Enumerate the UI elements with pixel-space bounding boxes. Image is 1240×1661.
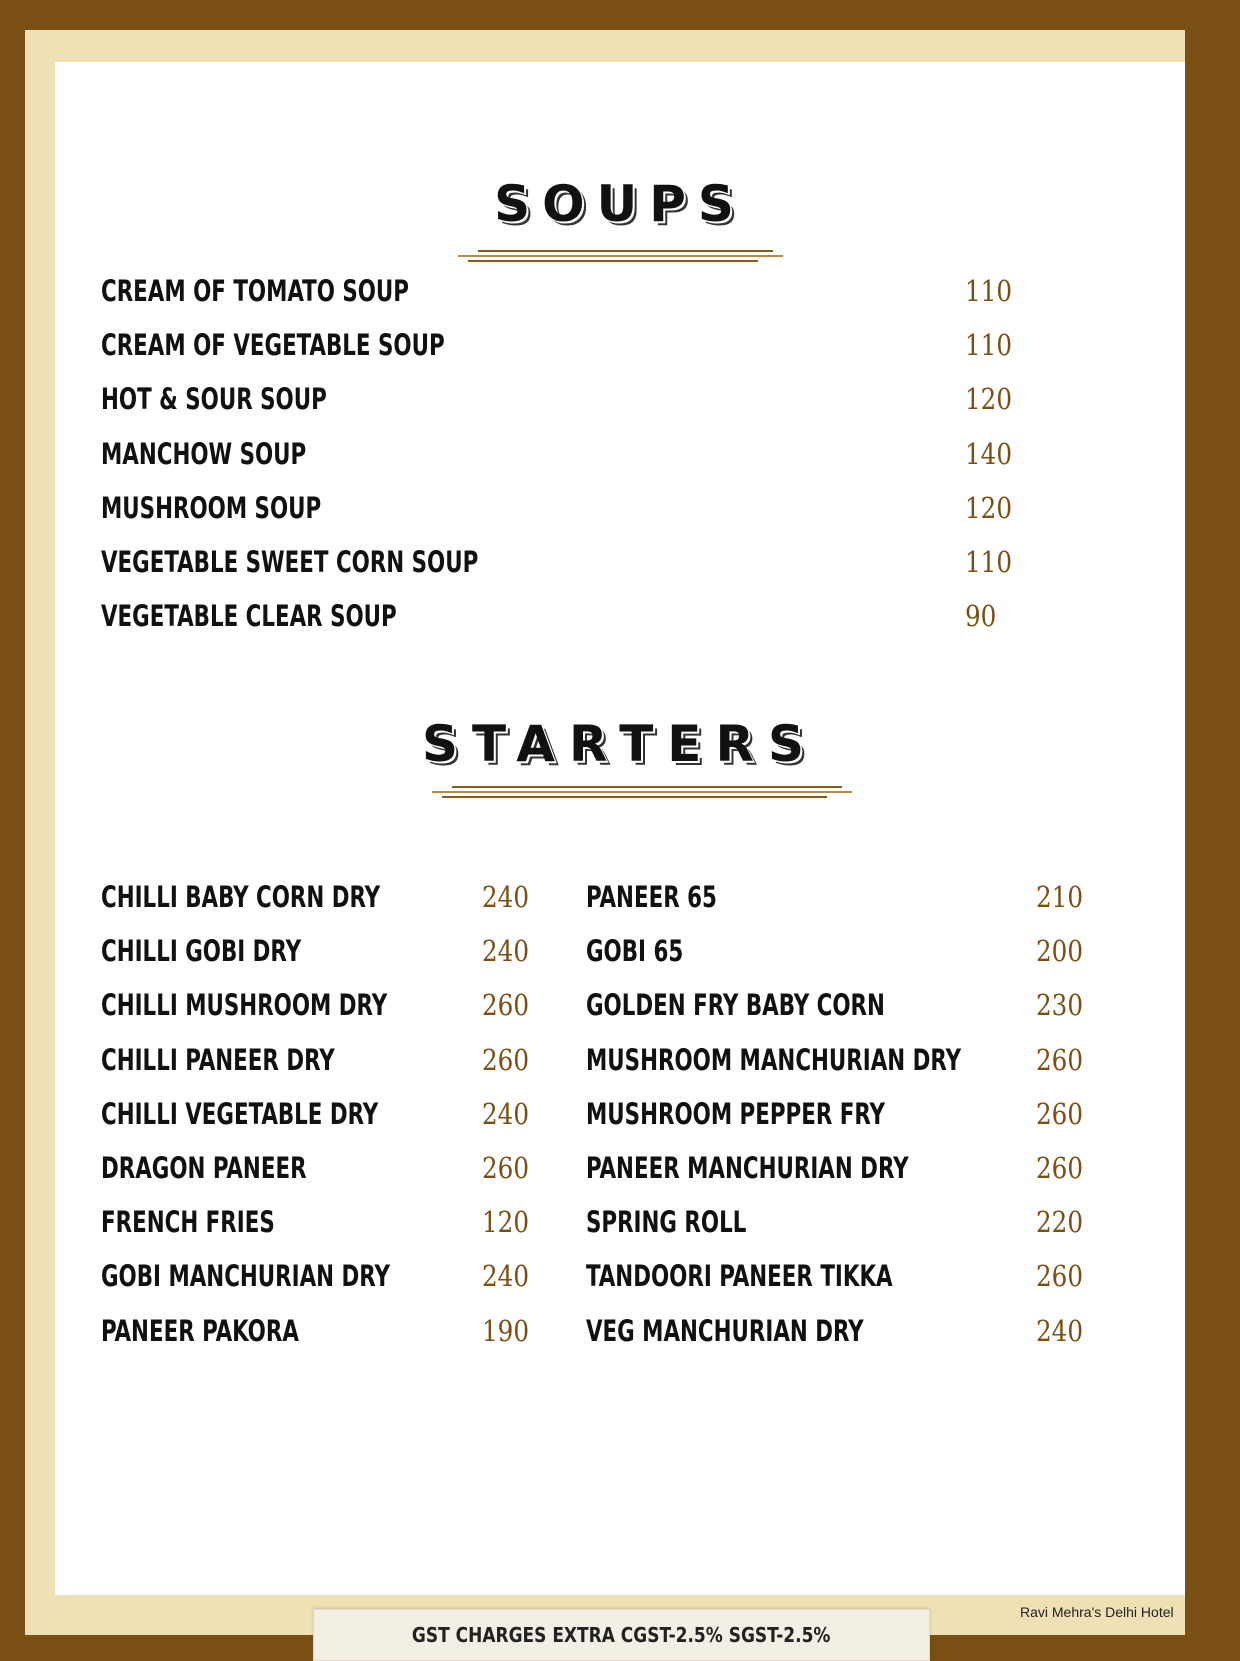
- menu-item-price: 260: [1036, 1151, 1084, 1185]
- menu-item-price: 240: [482, 1096, 530, 1131]
- menu-item-price: 210: [1036, 880, 1084, 914]
- menu-item-price: 200: [1036, 934, 1084, 969]
- menu-item-name: HOT & SOUR SOUP: [101, 382, 327, 417]
- menu-item-price: 260: [1036, 1042, 1084, 1077]
- menu-item-name: PANEER 65: [586, 880, 717, 914]
- menu-item-price: 240: [482, 880, 530, 914]
- menu-item-price: 120: [965, 490, 1013, 525]
- menu-item-price: 120: [965, 382, 1013, 417]
- menu-item-price: 260: [482, 1151, 530, 1185]
- menu-item-price: 110: [965, 328, 1013, 363]
- menu-item-name: MUSHROOM SOUP: [101, 490, 322, 525]
- section-title-soups: SOUPS: [494, 175, 746, 233]
- gst-note-bar: [313, 1609, 930, 1661]
- menu-item-price: 190: [482, 1313, 530, 1348]
- menu-item-price: 260: [1036, 1259, 1084, 1294]
- menu-item-price: 230: [1036, 988, 1084, 1023]
- menu-item-name: CREAM OF VEGETABLE SOUP: [101, 328, 445, 363]
- soups-title-underline: [458, 250, 783, 264]
- menu-item-name: CHILLI BABY CORN DRY: [101, 880, 381, 914]
- menu-item-name: CREAM OF TOMATO SOUP: [101, 274, 409, 308]
- menu-item-name: MANCHOW SOUP: [101, 436, 307, 471]
- menu-item-price: 220: [1036, 1205, 1084, 1240]
- menu-item-price: 240: [482, 934, 530, 969]
- menu-item-name: VEG MANCHURIAN DRY: [586, 1313, 864, 1348]
- menu-item-name: FRENCH FRIES: [101, 1205, 275, 1240]
- menu-item-name: CHILLI GOBI DRY: [101, 934, 302, 969]
- menu-item-name: PANEER MANCHURIAN DRY: [586, 1151, 909, 1185]
- menu-item-name: SPRING ROLL: [586, 1205, 747, 1240]
- menu-item-name: VEGETABLE SWEET CORN SOUP: [101, 545, 479, 579]
- section-title-starters: STARTERS: [422, 715, 818, 773]
- menu-item-price: 260: [482, 988, 530, 1023]
- menu-item-name: CHILLI PANEER DRY: [101, 1042, 335, 1077]
- menu-item-price: 260: [482, 1042, 530, 1077]
- menu-item-name: GOLDEN FRY BABY CORN: [586, 988, 885, 1023]
- menu-item-name: PANEER PAKORA: [101, 1313, 299, 1348]
- menu-item-price: 240: [1036, 1313, 1084, 1348]
- menu-item-price: 110: [965, 274, 1013, 308]
- menu-item-price: 90: [965, 599, 997, 634]
- menu-item-name: MUSHROOM MANCHURIAN DRY: [586, 1042, 962, 1077]
- menu-item-name: CHILLI VEGETABLE DRY: [101, 1096, 379, 1131]
- menu-item-name: GOBI 65: [586, 934, 684, 969]
- menu-item-name: DRAGON PANEER: [101, 1151, 307, 1185]
- menu-item-name: VEGETABLE CLEAR SOUP: [101, 599, 397, 634]
- menu-item-price: 120: [482, 1205, 530, 1240]
- menu-item-price: 240: [482, 1259, 530, 1294]
- menu-item-price: 110: [965, 545, 1013, 579]
- menu-item-name: CHILLI MUSHROOM DRY: [101, 988, 388, 1023]
- menu-item-price: 140: [965, 436, 1013, 471]
- menu-item-name: GOBI MANCHURIAN DRY: [101, 1259, 390, 1294]
- hotel-brand: Ravi Mehra's Delhi Hotel: [1020, 1604, 1174, 1620]
- menu-item-price: 260: [1036, 1096, 1084, 1131]
- menu-item-name: MUSHROOM PEPPER FRY: [586, 1096, 886, 1131]
- menu-item-name: TANDOORI PANEER TIKKA: [586, 1259, 893, 1294]
- starters-title-underline: [432, 786, 852, 800]
- gst-note: GST CHARGES EXTRA CGST-2.5% SGST-2.5%: [412, 1623, 831, 1647]
